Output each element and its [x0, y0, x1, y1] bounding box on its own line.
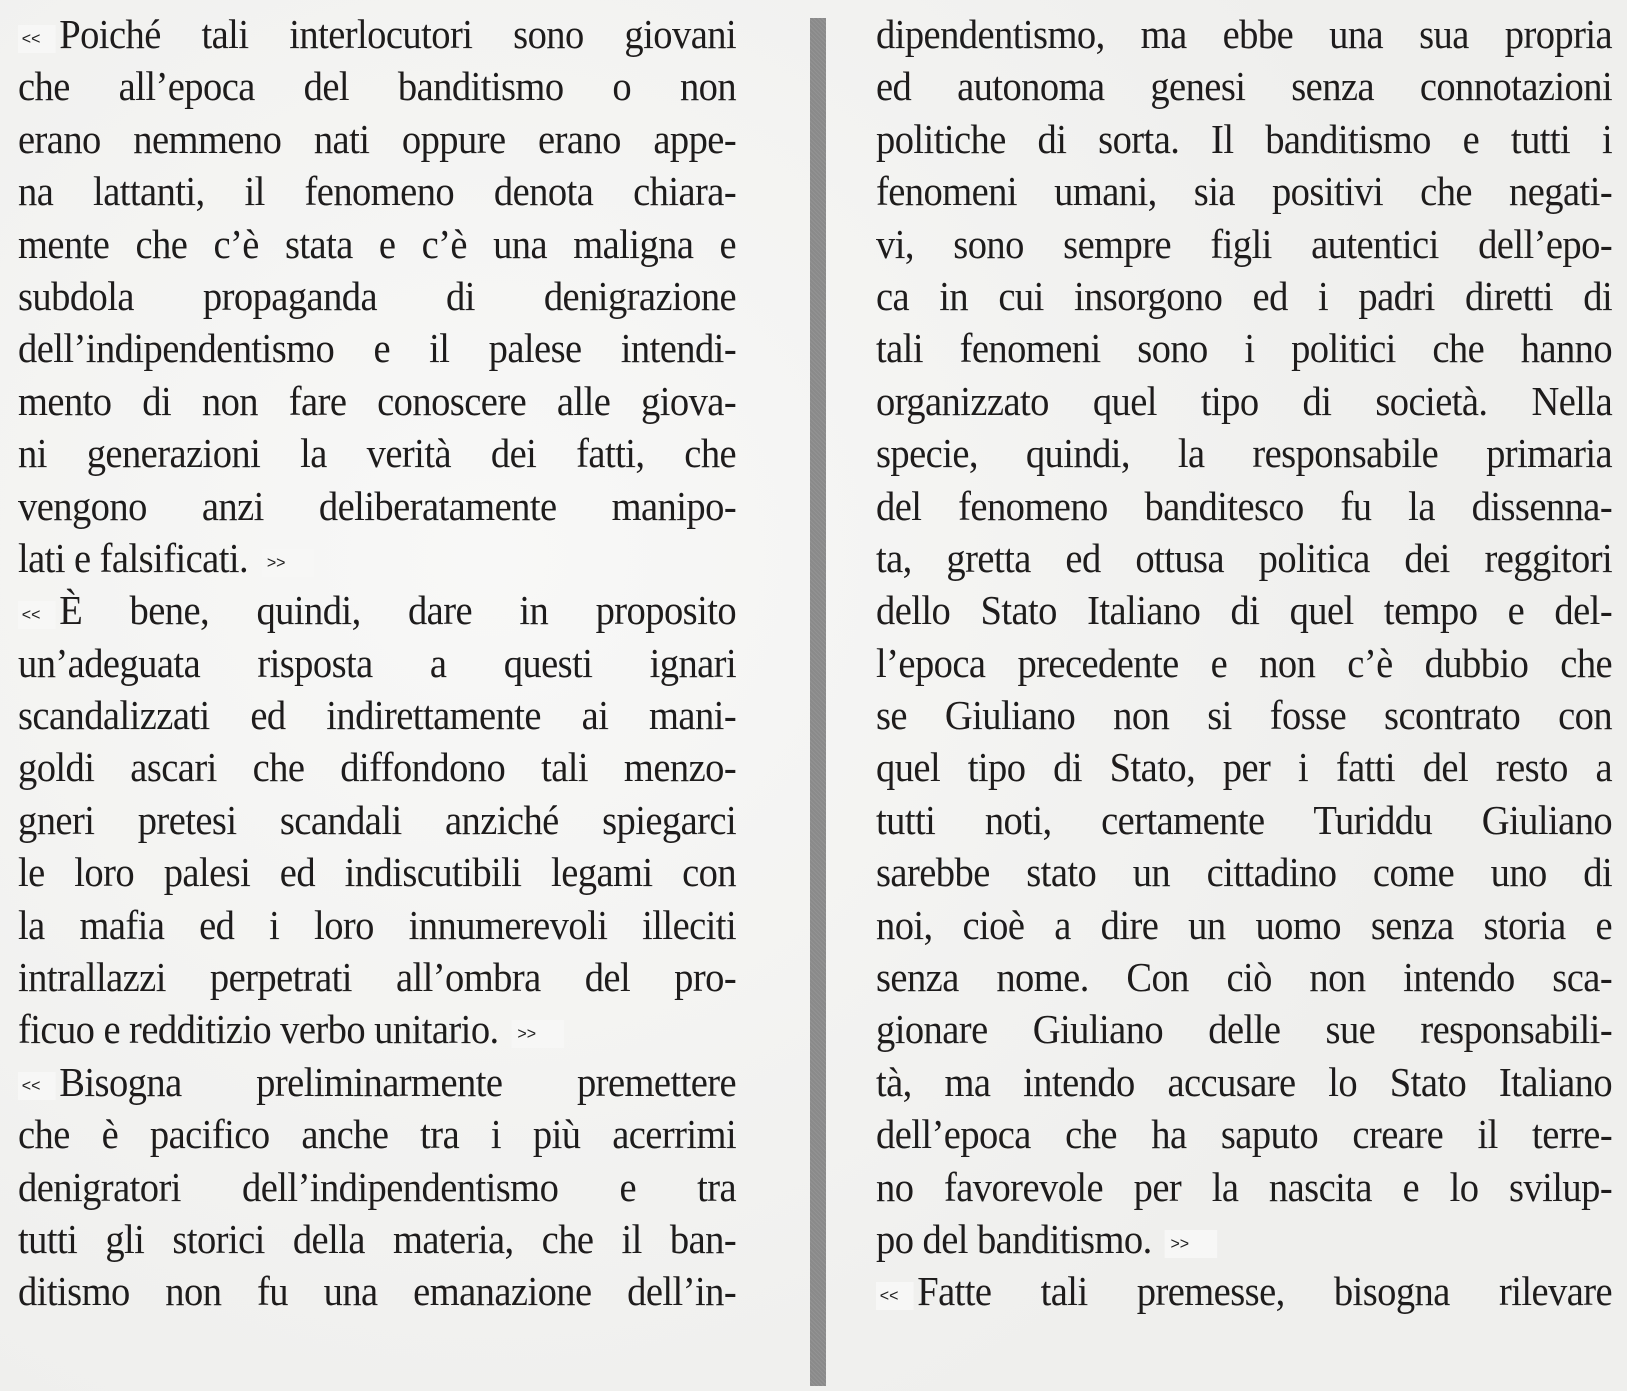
- line-text: dello Stato Italiano di quel tempo e del-: [876, 587, 1613, 634]
- line-text: ta, gretta ed ottusa politica dei reggitori: [876, 534, 1613, 581]
- line-text: no favorevole per la nascita e lo svilup-: [876, 1163, 1613, 1210]
- line-text: na lattanti, il fenomeno denota chiara-: [18, 168, 737, 215]
- open-quote-marker: <<: [18, 25, 55, 53]
- line-text: mento di non fare conoscere alle giova-: [18, 377, 737, 424]
- text-line: [18, 1056, 736, 1108]
- column-divider: [810, 18, 826, 1386]
- text-line: [18, 480, 736, 532]
- line-text: politiche di sorta. Il banditismo e tutti i: [876, 115, 1613, 162]
- line-text: che è pacifico anche tra i più acerrimi: [18, 1111, 737, 1158]
- text-line: [18, 1265, 736, 1317]
- line-text: tutti noti, certamente Turiddu Giuliano: [876, 796, 1613, 843]
- line-text: quel tipo di Stato, per i fatti del resto a: [876, 744, 1613, 791]
- line-text: Poiché tali interlocutori sono giovani: [59, 11, 737, 57]
- text-line: [876, 113, 1612, 165]
- text-line: [18, 113, 736, 165]
- text-line: [18, 741, 736, 793]
- line-text: vi, sono sempre figli autentici dell’epo-: [876, 220, 1613, 267]
- line-text: tà, ma intendo accusare lo Stato Italiano: [876, 1058, 1613, 1105]
- text-line: [18, 951, 736, 1003]
- line-text: la mafia ed i loro innumerevoli illeciti: [18, 901, 737, 948]
- text-line: [876, 846, 1612, 898]
- text-line: [876, 1161, 1612, 1213]
- text-line: [18, 1003, 736, 1055]
- text-line: [18, 1213, 736, 1265]
- text-line: [876, 218, 1612, 270]
- line-text: È bene, quindi, dare in proposito: [59, 587, 737, 634]
- text-line: [18, 899, 736, 951]
- text-line: [876, 60, 1612, 112]
- text-line: [18, 689, 736, 741]
- text-line: [18, 375, 736, 427]
- text-line: [18, 846, 736, 898]
- text-line: [876, 741, 1612, 793]
- text-line: [876, 480, 1612, 532]
- line-text: intrallazzi perpetrati all’ombra del pro-: [18, 954, 737, 1001]
- line-text: sarebbe stato un cittadino come uno di: [876, 849, 1613, 896]
- text-line: [876, 689, 1612, 741]
- line-text: goldi ascari che diffondono tali menzo-: [18, 744, 737, 791]
- text-line: [876, 1265, 1612, 1317]
- line-text: le loro palesi ed indiscutibili legami con: [18, 849, 737, 896]
- text-line: [876, 375, 1612, 427]
- text-line: [876, 322, 1612, 374]
- line-text: Fatte tali premesse, bisogna rilevare: [917, 1268, 1613, 1315]
- line-text: denigratori dell’indipendentismo e tra: [18, 1163, 737, 1210]
- open-quote-marker: <<: [18, 601, 55, 629]
- text-line: [18, 532, 736, 584]
- close-quote-marker: >>: [1165, 1230, 1218, 1258]
- text-line: [18, 218, 736, 270]
- text-line: [876, 427, 1612, 479]
- line-text: gneri pretesi scandali anziché spiegarci: [18, 796, 737, 843]
- line-text: del fenomeno banditesco fu la dissenna-: [876, 482, 1613, 529]
- line-text: l’epoca precedente e non c’è dubbio che: [876, 639, 1613, 686]
- line-text: un’adeguata risposta a questi ignari: [18, 639, 737, 686]
- right-text-column: [876, 8, 1612, 1318]
- line-text: mente che c’è stata e c’è una maligna e: [18, 220, 737, 267]
- line-text: dipendentismo, ma ebbe una sua propria: [876, 11, 1613, 57]
- text-line: [18, 8, 736, 60]
- line-text: subdola propaganda di denigrazione: [18, 272, 737, 319]
- text-line: [18, 60, 736, 112]
- text-line: [876, 584, 1612, 636]
- line-text: erano nemmeno nati oppure erano appe-: [18, 115, 737, 162]
- line-text: specie, quindi, la responsabile primaria: [876, 430, 1613, 477]
- open-quote-marker: <<: [18, 1072, 55, 1100]
- text-line: [876, 951, 1612, 1003]
- line-text: ca in cui insorgono ed i padri diretti di: [876, 272, 1613, 319]
- text-line: [876, 165, 1612, 217]
- line-text: ficuo e redditizio verbo unitario.: [18, 1006, 499, 1053]
- line-text: gionare Giuliano delle sue responsabili-: [876, 1006, 1613, 1053]
- text-line: [18, 322, 736, 374]
- line-text: dell’indipendentismo e il palese intendi-: [18, 325, 737, 372]
- text-line: [876, 1213, 1612, 1265]
- text-line: [18, 584, 736, 636]
- line-text: po del banditismo.: [876, 1215, 1152, 1262]
- line-text: scandalizzati ed indirettamente ai mani-: [18, 692, 737, 739]
- text-line: [876, 8, 1612, 60]
- text-line: [18, 427, 736, 479]
- text-line: [18, 1108, 736, 1160]
- close-quote-marker: >>: [512, 1020, 565, 1048]
- text-line: [876, 1108, 1612, 1160]
- line-text: vengono anzi deliberatamente manipo-: [18, 482, 737, 529]
- text-line: [18, 637, 736, 689]
- line-text: fenomeni umani, sia positivi che negati-: [876, 168, 1613, 215]
- open-quote-marker: <<: [876, 1282, 913, 1310]
- text-line: [876, 1003, 1612, 1055]
- line-text: ed autonoma genesi senza connotazioni: [876, 63, 1613, 110]
- line-text: ni generazioni la verità dei fatti, che: [18, 430, 737, 477]
- line-text: noi, cioè a dire un uomo senza storia e: [876, 901, 1613, 948]
- line-text: Bisogna preliminarmente premettere: [59, 1058, 737, 1105]
- text-line: [18, 165, 736, 217]
- text-line: [876, 899, 1612, 951]
- line-text: organizzato quel tipo di società. Nella: [876, 377, 1613, 424]
- left-text-column: [18, 8, 736, 1318]
- text-line: [18, 270, 736, 322]
- line-text: se Giuliano non si fosse scontrato con: [876, 692, 1613, 739]
- text-line: [18, 1161, 736, 1213]
- text-line: [876, 270, 1612, 322]
- line-text: tutti gli storici della materia, che il ban-: [18, 1215, 737, 1262]
- line-text: che all’epoca del banditismo o non: [18, 63, 737, 110]
- text-line: [18, 794, 736, 846]
- line-text: tali fenomeni sono i politici che hanno: [876, 325, 1613, 372]
- text-line: [876, 1056, 1612, 1108]
- text-line: [876, 794, 1612, 846]
- text-line: [876, 532, 1612, 584]
- line-text: lati e falsificati.: [18, 534, 249, 581]
- line-text: dell’epoca che ha saputo creare il terre-: [876, 1111, 1613, 1158]
- line-text: ditismo non fu una emanazione dell’in-: [18, 1268, 737, 1315]
- text-line: [876, 637, 1612, 689]
- line-text: senza nome. Con ciò non intendo sca-: [876, 954, 1613, 1001]
- close-quote-marker: >>: [261, 549, 314, 577]
